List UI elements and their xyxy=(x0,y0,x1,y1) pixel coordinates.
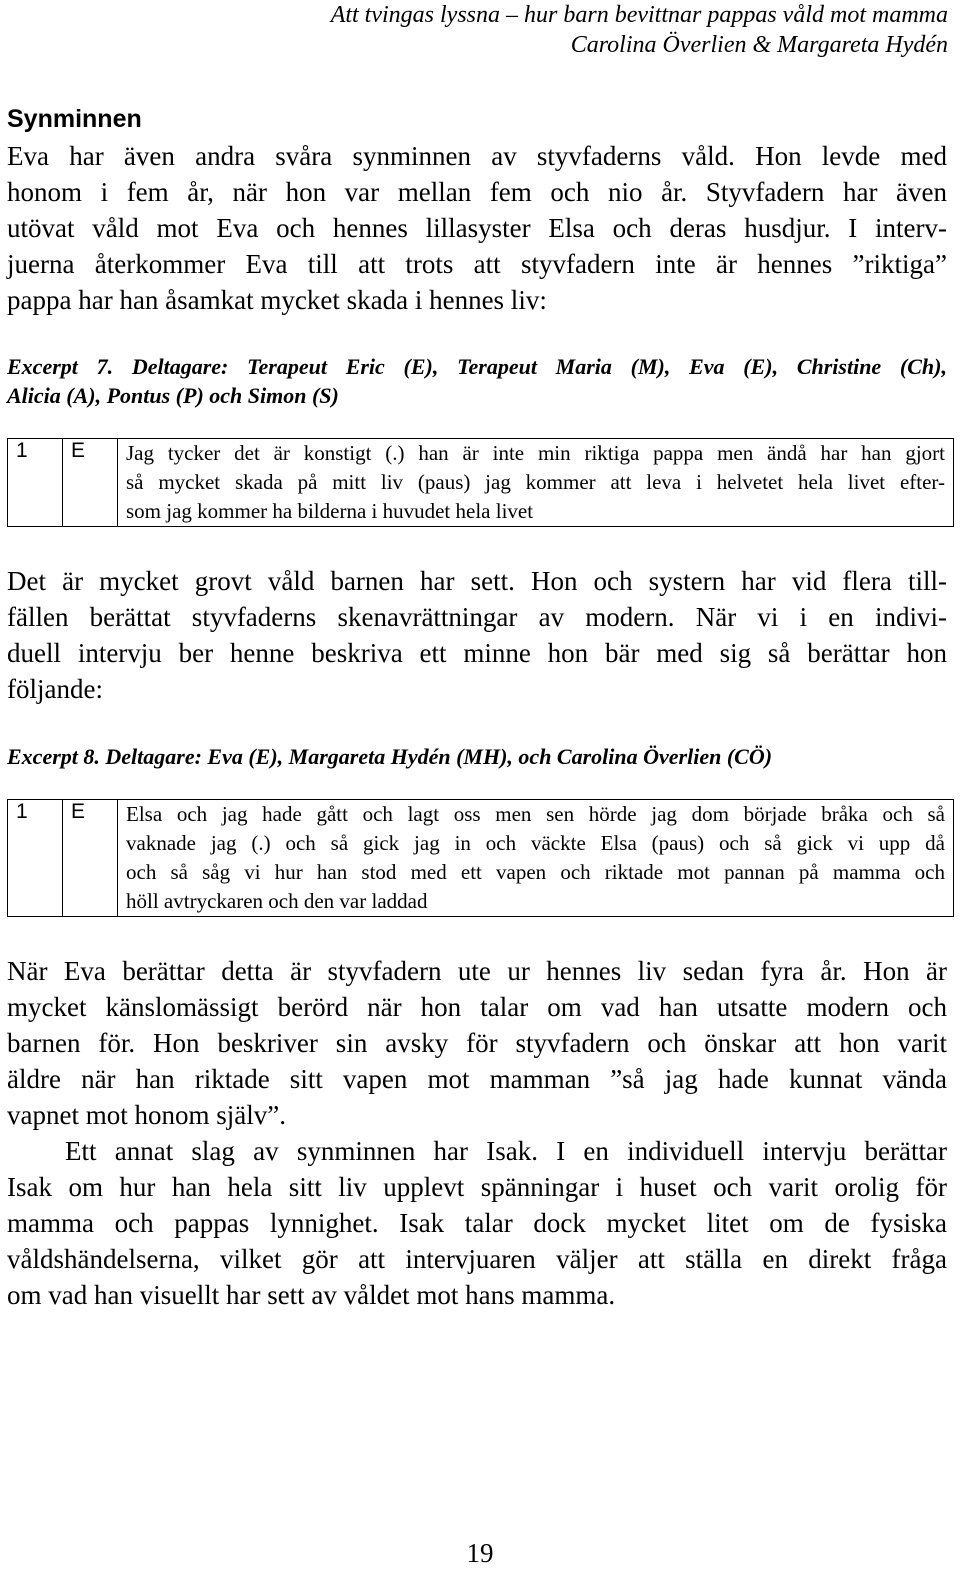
paragraph-line: följande: xyxy=(7,674,103,704)
paragraph-line: Det är mycket grovt våld barnen har sett. Hon och systern har vid flera till- xyxy=(7,566,947,596)
caption-line: Alicia (A), Pontus (P) och Simon (S) xyxy=(7,383,339,408)
paragraph-1 xyxy=(7,138,947,318)
running-header xyxy=(331,0,948,60)
paragraph-line: om vad han visuellt har sett av våldet mot hans mamma. xyxy=(7,1280,616,1310)
excerpt-7-table xyxy=(7,438,954,527)
paragraph-line: Ett annat slag av synminnen har Isak. I en individuell intervju berättar xyxy=(65,1136,947,1166)
utterance-line: som jag kommer ha bilderna i huvudet hela livet xyxy=(126,499,534,523)
table-row xyxy=(8,439,954,527)
speaker: E xyxy=(63,439,118,527)
utterance-line: och så såg vi hur han stod med ett vapen och riktade mot pannan på mamma och xyxy=(126,860,945,884)
paragraph-line: våldshändelserna, vilket gör att intervjuaren väljer att ställa en direkt fråga xyxy=(7,1244,947,1274)
utterance-line: Jag tycker det är konstigt (.) han är inte min riktiga pappa men ändå har han gjort xyxy=(126,441,945,465)
paragraph-line: mamma och pappas lynnighet. Isak talar dock mycket litet om de fysiska xyxy=(7,1208,947,1238)
header-authors: Carolina Överlien & Margareta Hydén xyxy=(570,32,948,58)
line-number: 1 xyxy=(8,439,63,527)
utterance-line: så mycket skada på mitt liv (paus) jag kommer att leva i helvetet hela livet efter- xyxy=(126,470,945,494)
paragraph-line: utövat våld mot Eva och hennes lillasyster Elsa och deras husdjur. I interv- xyxy=(7,213,947,243)
paragraph-3 xyxy=(7,953,947,1133)
paragraph-line: duell intervju ber henne beskriva ett minne hon bär med sig så berättar hon xyxy=(7,638,947,668)
section-heading: Synminnen xyxy=(7,105,142,133)
paragraph-line: vapnet mot honom själv”. xyxy=(7,1100,286,1130)
header-title: Att tvingas lyssna – hur barn bevittnar pappas våld mot mamma xyxy=(330,2,948,28)
speaker: E xyxy=(63,800,118,917)
caption-line: Excerpt 7. Deltagare: Terapeut Eric (E), Terapeut Maria (M), Eva (E), Christine (Ch), xyxy=(7,354,947,379)
excerpt-8-table xyxy=(7,799,954,917)
paragraph-4 xyxy=(7,1133,947,1313)
table-row xyxy=(8,800,954,917)
paragraph-line: honom i fem år, när hon var mellan fem och nio år. Styvfadern har även xyxy=(7,177,947,207)
utterance-line: höll avtryckaren och den var laddad xyxy=(126,889,428,913)
utterance xyxy=(118,439,954,527)
excerpt-8-caption xyxy=(7,742,947,771)
utterance-line: vaknade jag (.) och så gick jag in och väckte Elsa (paus) och så gick vi upp då xyxy=(126,831,945,855)
paragraph-line: juerna återkommer Eva till att trots att styvfadern inte är hennes ”riktiga” xyxy=(7,249,947,279)
paragraph-line: Isak om hur han hela sitt liv upplevt spänningar i huset och varit orolig för xyxy=(7,1172,947,1202)
page-number: 19 xyxy=(466,1538,494,1568)
caption-line: Excerpt 8. Deltagare: Eva (E), Margareta Hydén (MH), och Carolina Överlien (CÖ) xyxy=(7,744,773,769)
paragraph-line: pappa har han åsamkat mycket skada i hennes liv: xyxy=(7,285,547,315)
paragraph-line: fällen berättat styvfaderns skenavrättningar av modern. När vi i en indivi- xyxy=(7,602,947,632)
utterance xyxy=(118,800,954,917)
paragraph-line: äldre när han riktade sitt vapen mot mamman ”så jag hade kunnat vända xyxy=(7,1064,947,1094)
line-number: 1 xyxy=(8,800,63,917)
paragraph-line: Eva har även andra svåra synminnen av styvfaderns våld. Hon levde med xyxy=(7,141,947,171)
paragraph-2 xyxy=(7,563,947,707)
excerpt-7-caption xyxy=(7,352,947,410)
paragraph-line: barnen för. Hon beskriver sin avsky för styvfadern och önskar att hon varit xyxy=(7,1028,947,1058)
utterance-line: Elsa och jag hade gått och lagt oss men sen hörde jag dom började bråka och så xyxy=(126,802,945,826)
paragraph-line: När Eva berättar detta är styvfadern ute ur hennes liv sedan fyra år. Hon är xyxy=(7,956,947,986)
paragraph-line: mycket känslomässigt berörd när hon talar om vad han utsatte modern och xyxy=(7,992,947,1022)
